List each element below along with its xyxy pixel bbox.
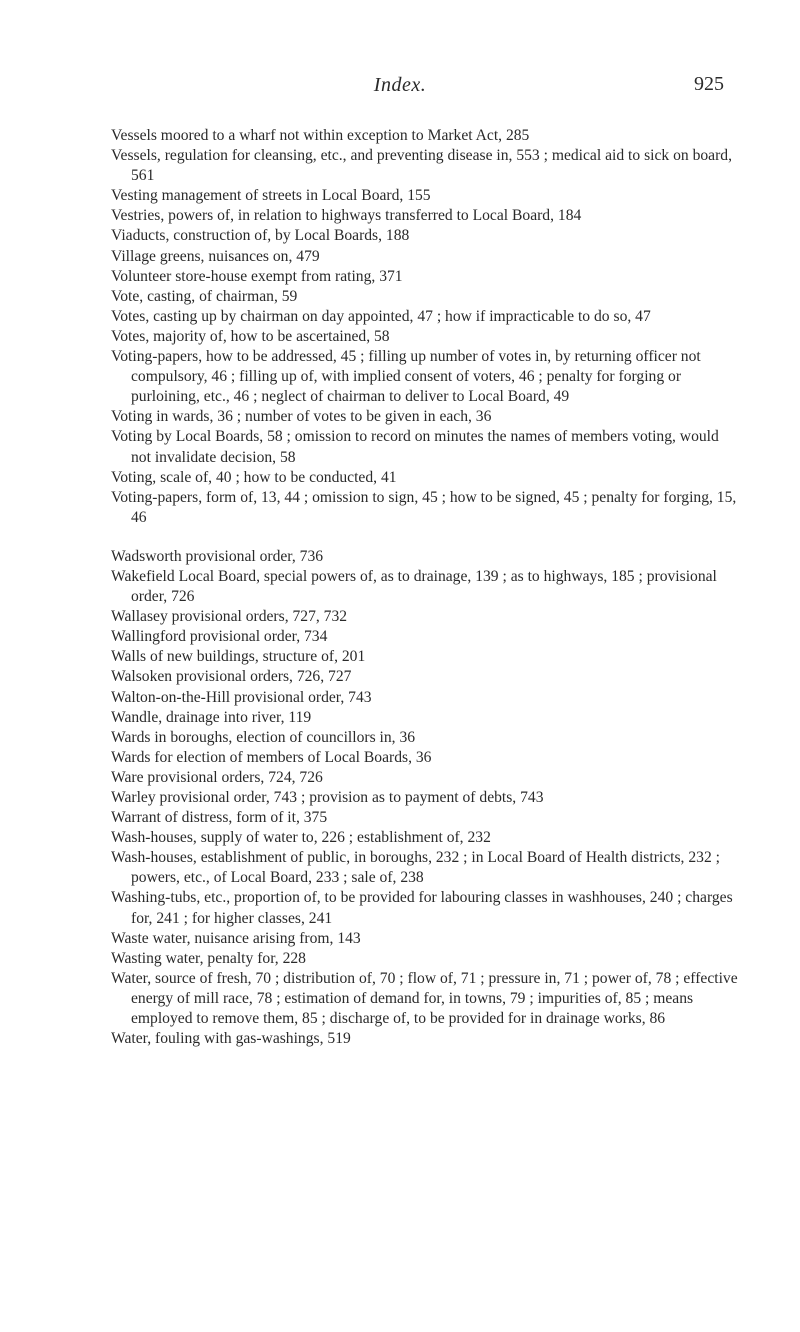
index-entry: Walls of new buildings, structure of, 201 [111, 648, 366, 666]
index-entry: Vessels moored to a wharf not within exception to Market Act, 285 [111, 127, 530, 144]
index-group-v [111, 126, 739, 528]
index-entry: Wakefield Local Board, special powers of, as to drainage, 139 ; as to highways, 185 ; provisional order, 726 [111, 567, 717, 606]
index-entry: Wadsworth provisional order, 736 [111, 547, 324, 565]
index-entry: Voting-papers, how to be addressed, 45 ; filling up number of votes in, by returning officer not compulsory, 46 ; filling up of, with implied consent of voters, 46 ; penalty for forging or purloining, etc., 46 ; neglect of chairman to deliver to Local Board, 49 [111, 348, 701, 406]
page-header [0, 68, 800, 108]
index-entries [111, 126, 739, 1049]
index-entry: Washing-tubs, etc., proportion of, to be provided for labouring classes in washhouses, 240 ; charges for, 241 ; for higher classes, 241 [111, 889, 733, 927]
index-entry: Vote, casting, of chairman, 59 [111, 287, 298, 305]
index-entry: Voting in wards, 36 ; number of votes to be given in each, 36 [111, 408, 492, 426]
group-separator [111, 528, 739, 547]
index-entry: Ware provisional orders, 724, 726 [111, 768, 323, 786]
index-entry: Warley provisional order, 743 ; provision as to payment of debts, 743 [111, 789, 544, 806]
index-entry: Voting by Local Boards, 58 ; omission to record on minutes the names of members voting, would not invalidate decision, 58 [111, 428, 719, 466]
index-entry: Walsoken provisional orders, 726, 727 [111, 668, 352, 686]
index-entry: Wandle, drainage into river, 119 [111, 708, 312, 726]
index-entry: Wasting water, penalty for, 228 [111, 949, 306, 967]
index-entry: Voting, scale of, 40 ; how to be conducted, 41 [111, 468, 397, 486]
index-entry: Wards in boroughs, election of councillors in, 36 [111, 728, 416, 746]
index-entry: Waste water, nuisance arising from, 143 [111, 929, 361, 947]
index-entry: Village greens, nuisances on, 479 [111, 247, 320, 265]
index-entry: Wash-houses, supply of water to, 226 ; establishment of, 232 [111, 829, 491, 847]
index-entry: Vestries, powers of, in relation to highways transferred to Local Board, 184 [111, 207, 582, 225]
page-title: Index. [373, 74, 427, 96]
index-entry: Wallasey provisional orders, 727, 732 [111, 608, 348, 626]
index-entry: Volunteer store-house exempt from rating, 371 [111, 267, 403, 285]
index-entry: Water, source of fresh, 70 ; distribution of, 70 ; flow of, 71 ; pressure in, 71 ; power of, 78 ; effective energy of mill race, 78 ; estimation of demand for, in towns, 79 ; impurities of, 85 ; means employed to remove them, 85 ; discharge of, to be provided for in drainage works, 86 [111, 969, 738, 1028]
index-entry: Vessels, regulation for cleansing, etc., and preventing disease in, 553 ; medical aid to sick on board, 561 [111, 147, 732, 185]
index-entry: Wallingford provisional order, 734 [111, 628, 328, 646]
index-entry: Viaducts, construction of, by Local Boards, 188 [111, 227, 410, 245]
index-group-w [111, 547, 739, 1049]
index-entry: Wash-houses, establishment of public, in boroughs, 232 ; in Local Board of Health districts, 232 ; powers, etc., of Local Board, 233 ; sale of, 238 [111, 849, 720, 887]
index-entry: Votes, casting up by chairman on day appointed, 47 ; how if impracticable to do so, 47 [111, 307, 651, 325]
index-entry: Voting-papers, form of, 13, 44 ; omission to sign, 45 ; how to be signed, 45 ; penalty for forging, 15, 46 [111, 488, 737, 526]
index-entry: Vesting management of streets in Local Board, 155 [111, 187, 431, 205]
index-entry: Wards for election of members of Local Boards, 36 [111, 748, 432, 766]
index-entry: Votes, majority of, how to be ascertained, 58 [111, 327, 390, 345]
page-number: 925 [694, 73, 724, 95]
index-entry: Walton-on-the-Hill provisional order, 743 [111, 688, 372, 706]
index-entry: Water, fouling with gas-washings, 519 [111, 1030, 351, 1048]
index-entry: Warrant of distress, form of it, 375 [111, 809, 328, 827]
